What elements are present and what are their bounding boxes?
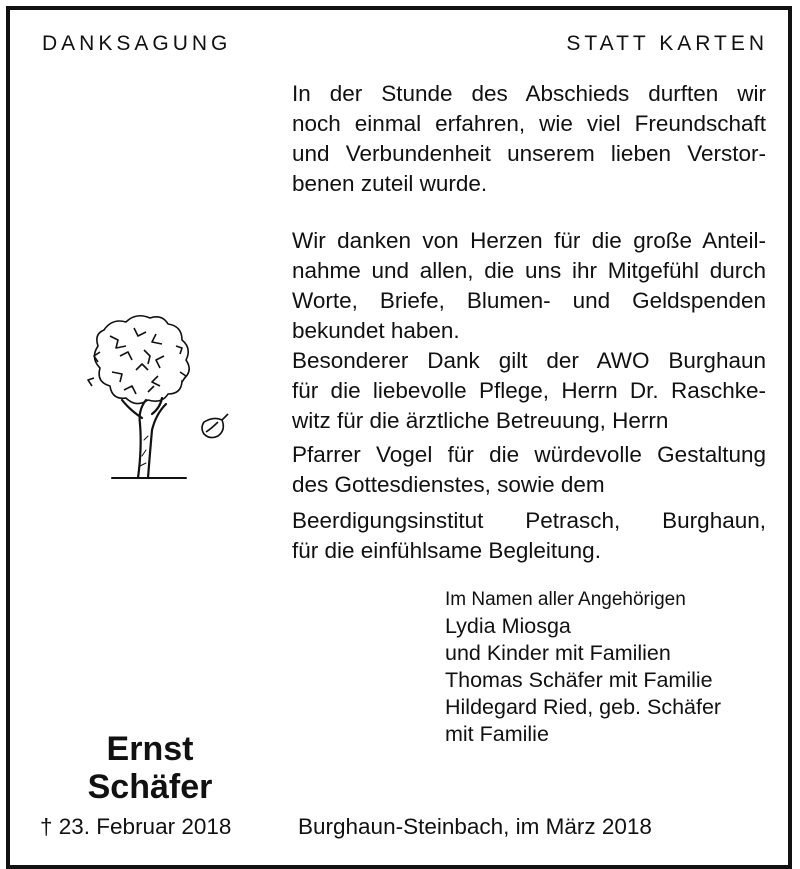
paragraph-line: und Verbundenheit unserem lieben Verstor- xyxy=(292,141,766,166)
signature-intro: Im Namen aller Angehörigen xyxy=(445,589,686,610)
paragraph-3 xyxy=(292,346,766,566)
paragraph-line: Besonderer Dank gilt der AWO Burghaun xyxy=(292,348,766,373)
death-date: † 23. Februar 2018 xyxy=(40,814,232,839)
tree-with-falling-leaf-icon xyxy=(64,306,236,486)
paragraph-line: des Gottesdienstes, sowie dem xyxy=(292,472,605,497)
signature-line: mit Familie xyxy=(445,722,549,746)
paragraph-line: nahme und allen, die uns ihr Mitgefühl durch xyxy=(292,258,766,283)
signature-line: Hildegard Ried, geb. Schäfer xyxy=(445,695,722,719)
paragraph-line: für die liebevolle Pflege, Herrn Dr. Raschke- xyxy=(292,378,766,403)
header-left: DANKSAGUNG xyxy=(42,32,232,55)
paragraph-2 xyxy=(292,226,766,346)
paragraph-1 xyxy=(292,79,766,199)
place-date: Burghaun-Steinbach, im März 2018 xyxy=(298,814,652,839)
paragraph-line: witz für die ärztliche Betreuung, Herrn xyxy=(292,408,669,433)
paragraph-line: Worte, Briefe, Blumen- und Geldspenden xyxy=(292,288,766,313)
deceased-first-name: Ernst xyxy=(106,730,194,768)
paragraph-line: Pfarrer Vogel für die würdevolle Gestaltung xyxy=(292,442,766,467)
paragraph-line: In der Stunde des Abschieds durften wir xyxy=(292,81,766,106)
signature-line: und Kinder mit Familien xyxy=(445,641,671,665)
header-right: STATT KARTEN xyxy=(566,32,768,55)
paragraph-line: für die einfühlsame Begleitung. xyxy=(292,538,601,563)
paragraph-line: benen zuteil wurde. xyxy=(292,171,488,196)
deceased-name xyxy=(40,730,260,806)
signature-line: Lydia Miosga xyxy=(445,614,571,638)
paragraph-line: noch einmal erfahren, wie viel Freundschaft xyxy=(292,111,766,136)
paragraph-line: Beerdigungsinstitut Petrasch, Burghaun, xyxy=(292,508,766,533)
deceased-last-name: Schäfer xyxy=(87,768,213,806)
paragraph-line: Wir danken von Herzen für die große Anteil- xyxy=(292,228,766,253)
signature-line: Thomas Schäfer mit Familie xyxy=(445,668,713,692)
signature-block xyxy=(445,586,775,748)
paragraph-line: bekundet haben. xyxy=(292,318,460,343)
